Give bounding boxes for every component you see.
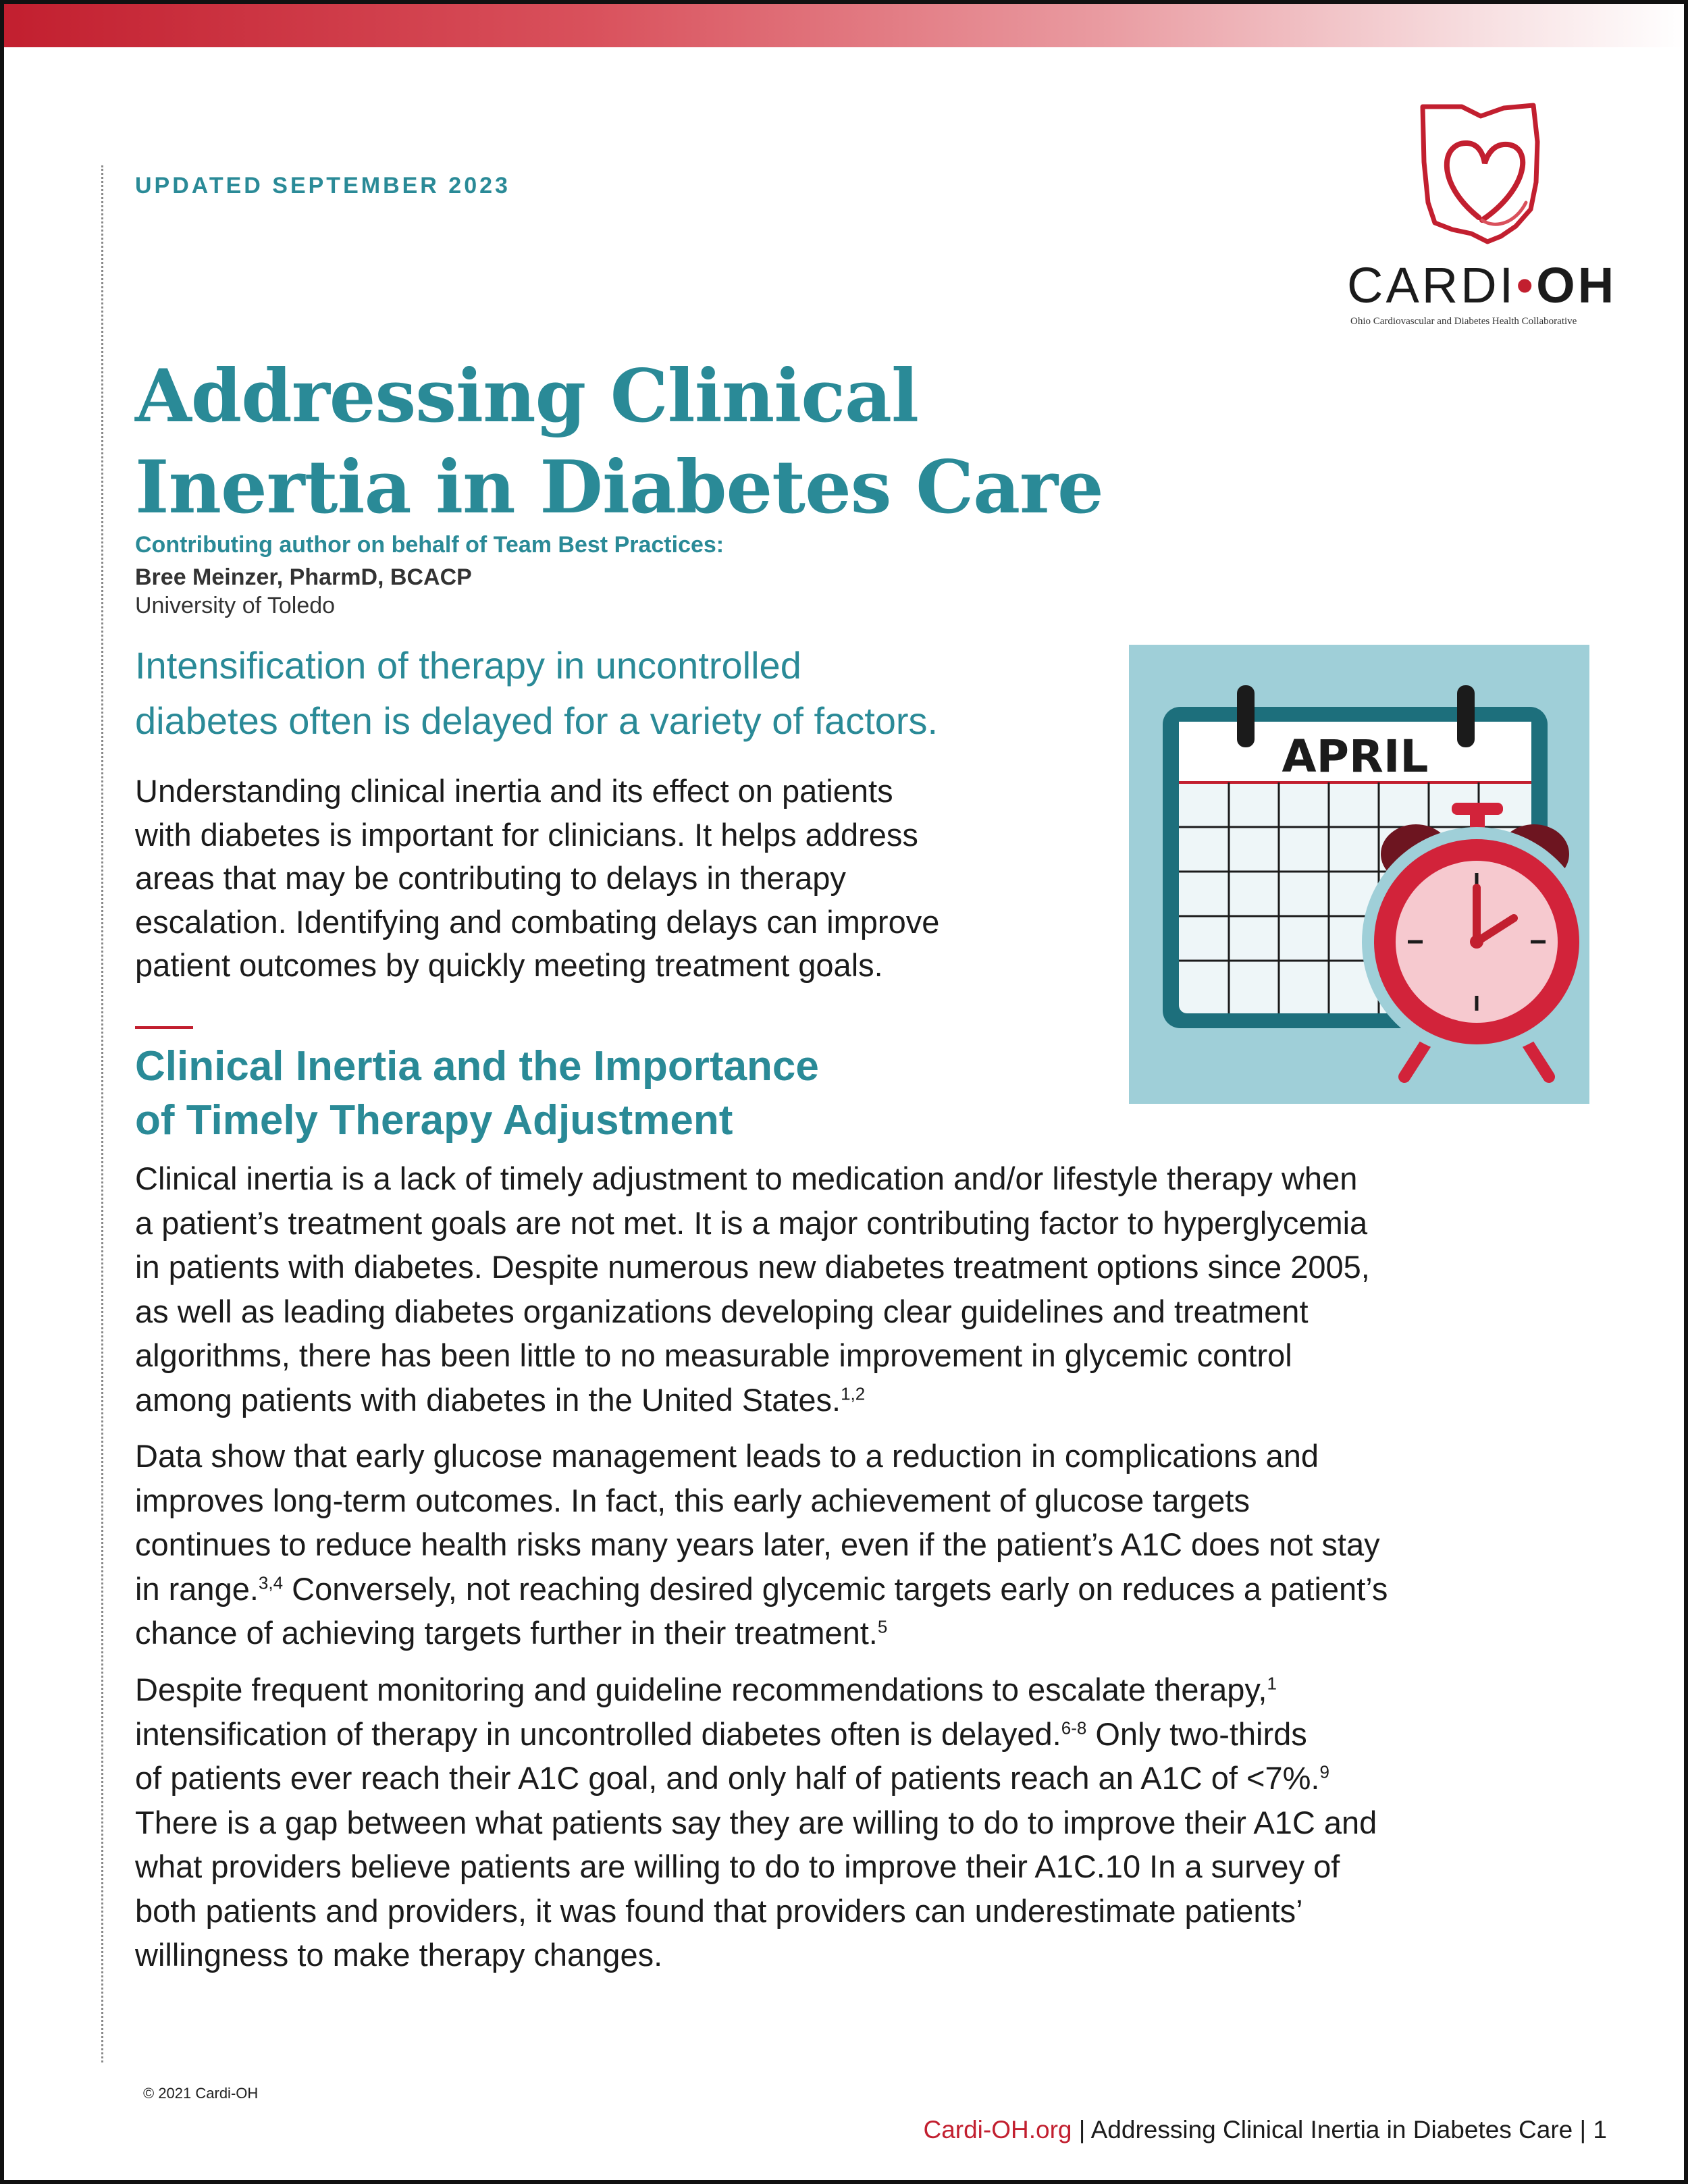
title-line-2: Inertia in Diabetes Care — [135, 445, 1103, 530]
subheading-line-1: Intensification of therapy in uncontrolled — [135, 644, 801, 687]
p2-line-4a: in range. — [135, 1570, 259, 1607]
p2-line-4b: Conversely, not reaching desired glycemic targets early on reduces a patient’s — [283, 1570, 1388, 1607]
p1-line-4: as well as leading diabetes organizations developing clear guidelines and treatment — [135, 1293, 1309, 1329]
copyright-notice: © 2021 Cardi-OH — [143, 2085, 259, 2102]
p2-line-3: continues to reduce health risks many years later, even if the patient’s A1C does not stay — [135, 1526, 1380, 1562]
body-paragraph-1 — [135, 1156, 1593, 1422]
logo-wordmark-oh: OH — [1536, 257, 1617, 313]
calendar-clock-illustration — [1129, 645, 1589, 1104]
updated-date-label: UPDATED SEPTEMBER 2023 — [135, 173, 510, 198]
section-heading — [135, 1040, 1080, 1148]
p2-line-1: Data show that early glucose management leads to a reduction in complications and — [135, 1438, 1319, 1474]
ohio-heart-logo-icon — [1415, 101, 1563, 246]
author-name: Bree Meinzer, PharmD, BCACP — [135, 564, 472, 590]
contributor-label: Contributing author on behalf of Team Best Practices: — [135, 532, 724, 558]
dotted-margin-rule — [101, 165, 103, 2062]
body-paragraph-3 — [135, 1668, 1593, 1977]
p3-line-1: Despite frequent monitoring and guideline recommendations to escalate therapy, — [135, 1672, 1267, 1707]
intro-line-2: with diabetes is important for clinicians. It helps address — [135, 816, 918, 853]
p1-line-6: among patients with diabetes in the United States. — [135, 1381, 841, 1418]
citation-1: 1 — [1267, 1673, 1277, 1694]
intro-line-5: patient outcomes by quickly meeting treatment goals. — [135, 947, 883, 983]
footer-separator-2: | — [1573, 2116, 1593, 2143]
footer-separator-1: | — [1072, 2116, 1091, 2143]
calendar-ring-left — [1237, 685, 1255, 747]
calendar-ring-right — [1457, 685, 1475, 747]
calendar-month-label: APRIL — [1282, 730, 1429, 782]
citation-9: 9 — [1319, 1761, 1329, 1782]
section-accent-rule — [135, 1026, 193, 1029]
p1-line-3: in patients with diabetes. Despite numerous new diabetes treatment options since 2005, — [135, 1249, 1370, 1285]
p2-line-5: chance of achieving targets further in their treatment. — [135, 1615, 878, 1651]
logo-tagline: Ohio Cardiovascular and Diabetes Health Collaborative — [1350, 316, 1577, 327]
citation-6-8: 6-8 — [1061, 1717, 1087, 1738]
p3-line-5: what providers believe patients are willing to do to improve their A1C.10 In a survey of — [135, 1848, 1340, 1884]
p1-line-2: a patient’s treatment goals are not met. It is a major contributing factor to hyperglycemia — [135, 1204, 1368, 1241]
document-title — [135, 351, 1148, 533]
p1-line-5: algorithms, there has been little to no measurable improvement in glycemic control — [135, 1337, 1292, 1373]
p3-line-6: both patients and providers, it was found that providers can underestimate patients’ — [135, 1892, 1303, 1929]
title-line-1: Addressing Clinical — [135, 354, 919, 439]
intro-line-3: areas that may be contributing to delays in therapy — [135, 860, 846, 896]
p3-line-2a: intensification of therapy in uncontrolled diabetes often is delayed. — [135, 1715, 1061, 1752]
logo-wordmark-dot: • — [1516, 257, 1537, 313]
cardi-oh-logo — [1347, 101, 1631, 331]
p3-line-4: There is a gap between what patients say they are willing to do to improve their A1C and — [135, 1804, 1377, 1840]
footer-site-link[interactable]: Cardi-OH.org — [923, 2116, 1072, 2143]
section-heading-line-1: Clinical Inertia and the Importance — [135, 1043, 819, 1090]
body-paragraph-2 — [135, 1434, 1593, 1655]
citation-3-4: 3,4 — [258, 1572, 284, 1593]
intro-paragraph — [135, 770, 1094, 988]
footer-page-number: 1 — [1593, 2116, 1607, 2143]
citation-5: 5 — [877, 1616, 888, 1637]
p3-line-2b: Only two-thirds — [1086, 1715, 1307, 1752]
top-gradient-band — [4, 4, 1684, 47]
logo-wordmark — [1347, 257, 1631, 314]
page-footer — [923, 2116, 1607, 2144]
p2-line-2: improves long-term outcomes. In fact, this early achievement of glucose targets — [135, 1482, 1250, 1518]
p3-line-3: of patients ever reach their A1C goal, and only half of patients reach an A1C of <7%. — [135, 1760, 1320, 1796]
p1-line-1: Clinical inertia is a lack of timely adjustment to medication and/or lifestyle therapy when — [135, 1161, 1358, 1196]
citation-1-2: 1,2 — [841, 1383, 866, 1404]
subheading — [135, 638, 1128, 749]
author-affiliation: University of Toledo — [135, 593, 336, 618]
p3-line-7: willingness to make therapy changes. — [135, 1937, 663, 1973]
logo-wordmark-cardi: CARDI — [1347, 257, 1516, 313]
intro-line-4: escalation. Identifying and combating delays can improve — [135, 903, 940, 940]
section-heading-line-2: of Timely Therapy Adjustment — [135, 1097, 733, 1144]
intro-line-1: Understanding clinical inertia and its effect on patients — [135, 773, 893, 809]
footer-doc-title: Addressing Clinical Inertia in Diabetes Care — [1090, 2116, 1573, 2143]
subheading-line-2: diabetes often is delayed for a variety of factors. — [135, 699, 939, 742]
